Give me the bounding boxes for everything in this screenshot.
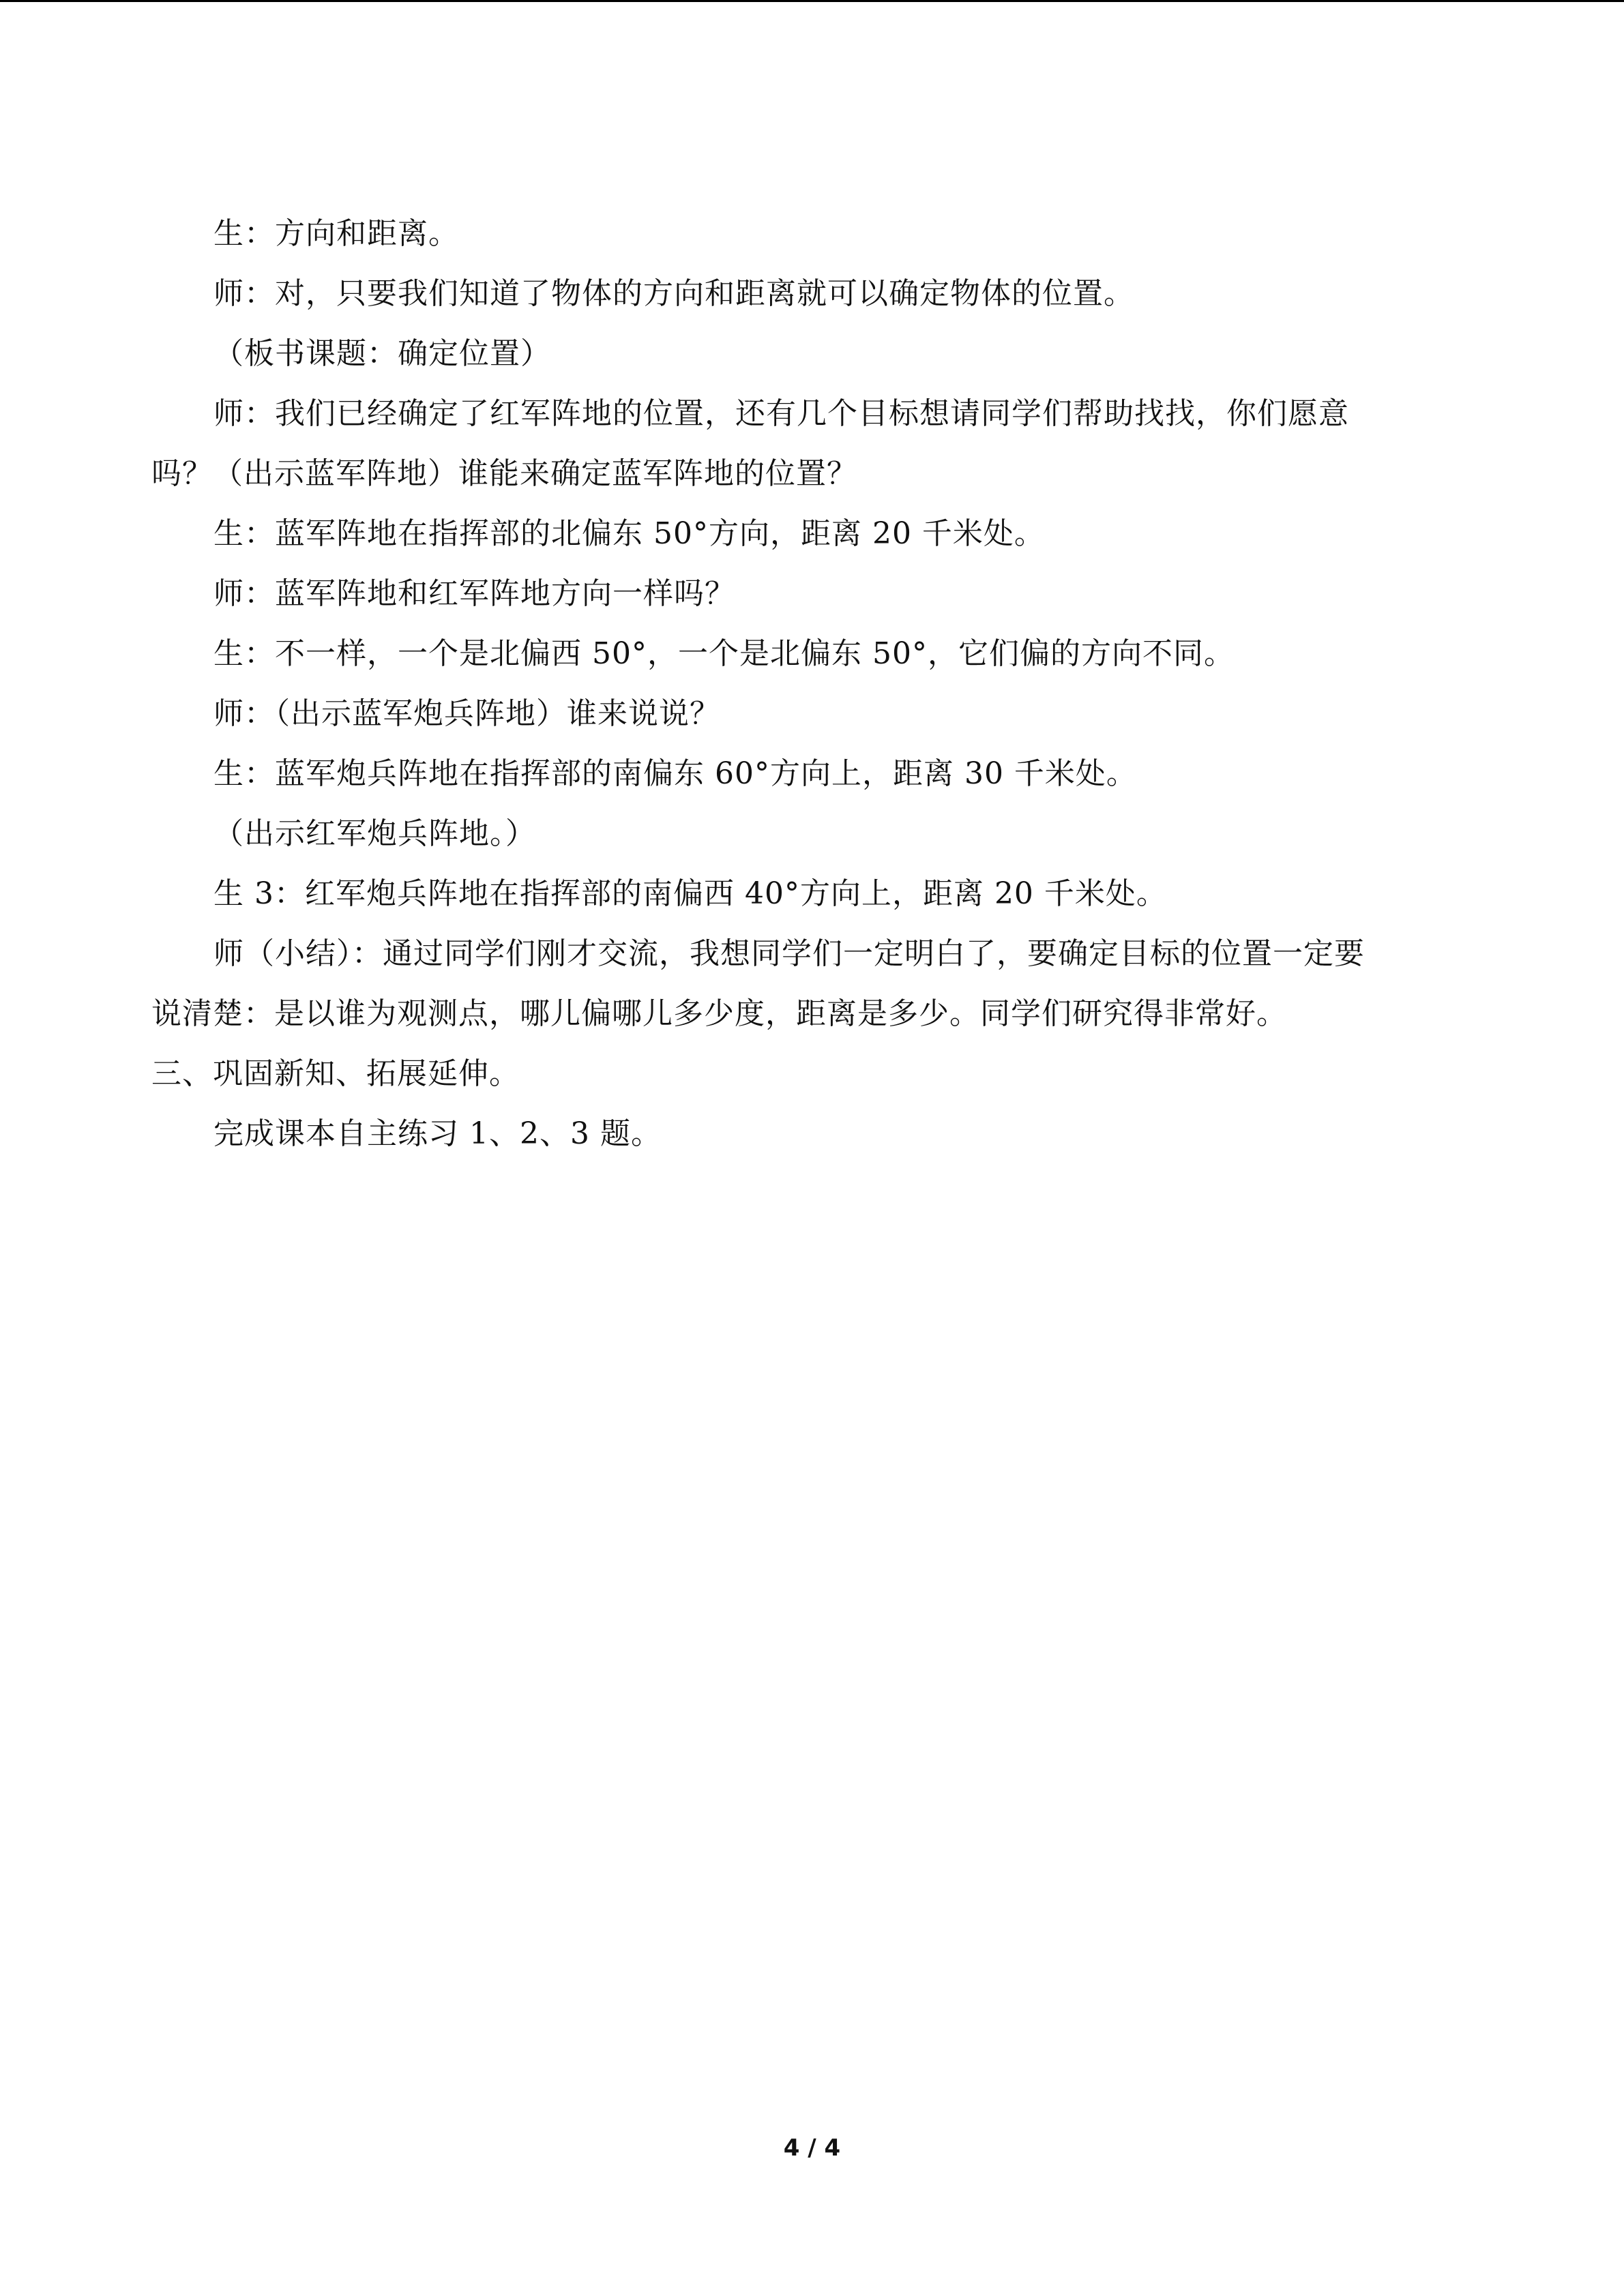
- paragraph-student-blue-army-position: 生：蓝军阵地在指挥部的北偏东 50°方向，距离 20 千米处。: [213, 516, 1045, 551]
- paragraph-teacher-more-targets-line1: 师：我们已经确定了红军阵地的位置，还有几个目标想请同学们帮助找找，你们愿意: [213, 396, 1349, 431]
- paragraph-student3-red-artillery-position: 生 3：红军炮兵阵地在指挥部的南偏西 40°方向上，距离 20 千米处。: [213, 876, 1167, 911]
- paragraph-student-answer-direction-distance: 生：方向和距离。: [213, 216, 459, 251]
- paragraph-student-blue-artillery-position: 生：蓝军炮兵阵地在指挥部的南偏东 60°方向上，距离 30 千米处。: [213, 756, 1137, 791]
- paragraph-board-topic: （板书课题：确定位置）: [213, 336, 551, 371]
- paragraph-show-red-artillery: （出示红军炮兵阵地。）: [213, 816, 536, 851]
- section-heading-consolidation: 三、巩固新知、拓展延伸。: [151, 1056, 520, 1091]
- paragraph-exercises: 完成课本自主练习 1、2、3 题。: [213, 1116, 662, 1151]
- paragraph-teacher-blue-artillery: 师：（出示蓝军炮兵阵地）谁来说说？: [213, 696, 720, 731]
- paragraph-teacher-explains-position: 师：对，只要我们知道了物体的方向和距离就可以确定物体的位置。: [213, 276, 1134, 311]
- page-number: 4 / 4: [783, 2134, 841, 2162]
- paragraph-teacher-more-targets-line2: 吗？（出示蓝军阵地）谁能来确定蓝军阵地的位置？: [151, 456, 857, 491]
- paragraph-teacher-compare-direction: 师：蓝军阵地和红军阵地方向一样吗？: [213, 576, 735, 611]
- paragraph-student-directions-differ: 生：不一样，一个是北偏西 50°，一个是北偏东 50°，它们偏的方向不同。: [213, 636, 1235, 671]
- paragraph-teacher-summary-line1: 师（小结）：通过同学们刚才交流，我想同学们一定明白了，要确定目标的位置一定要: [213, 936, 1365, 971]
- paragraph-teacher-summary-line2: 说清楚：是以谁为观测点，哪儿偏哪儿多少度，距离是多少。同学们研究得非常好。: [151, 996, 1287, 1031]
- page-top-rule: [0, 0, 1624, 2]
